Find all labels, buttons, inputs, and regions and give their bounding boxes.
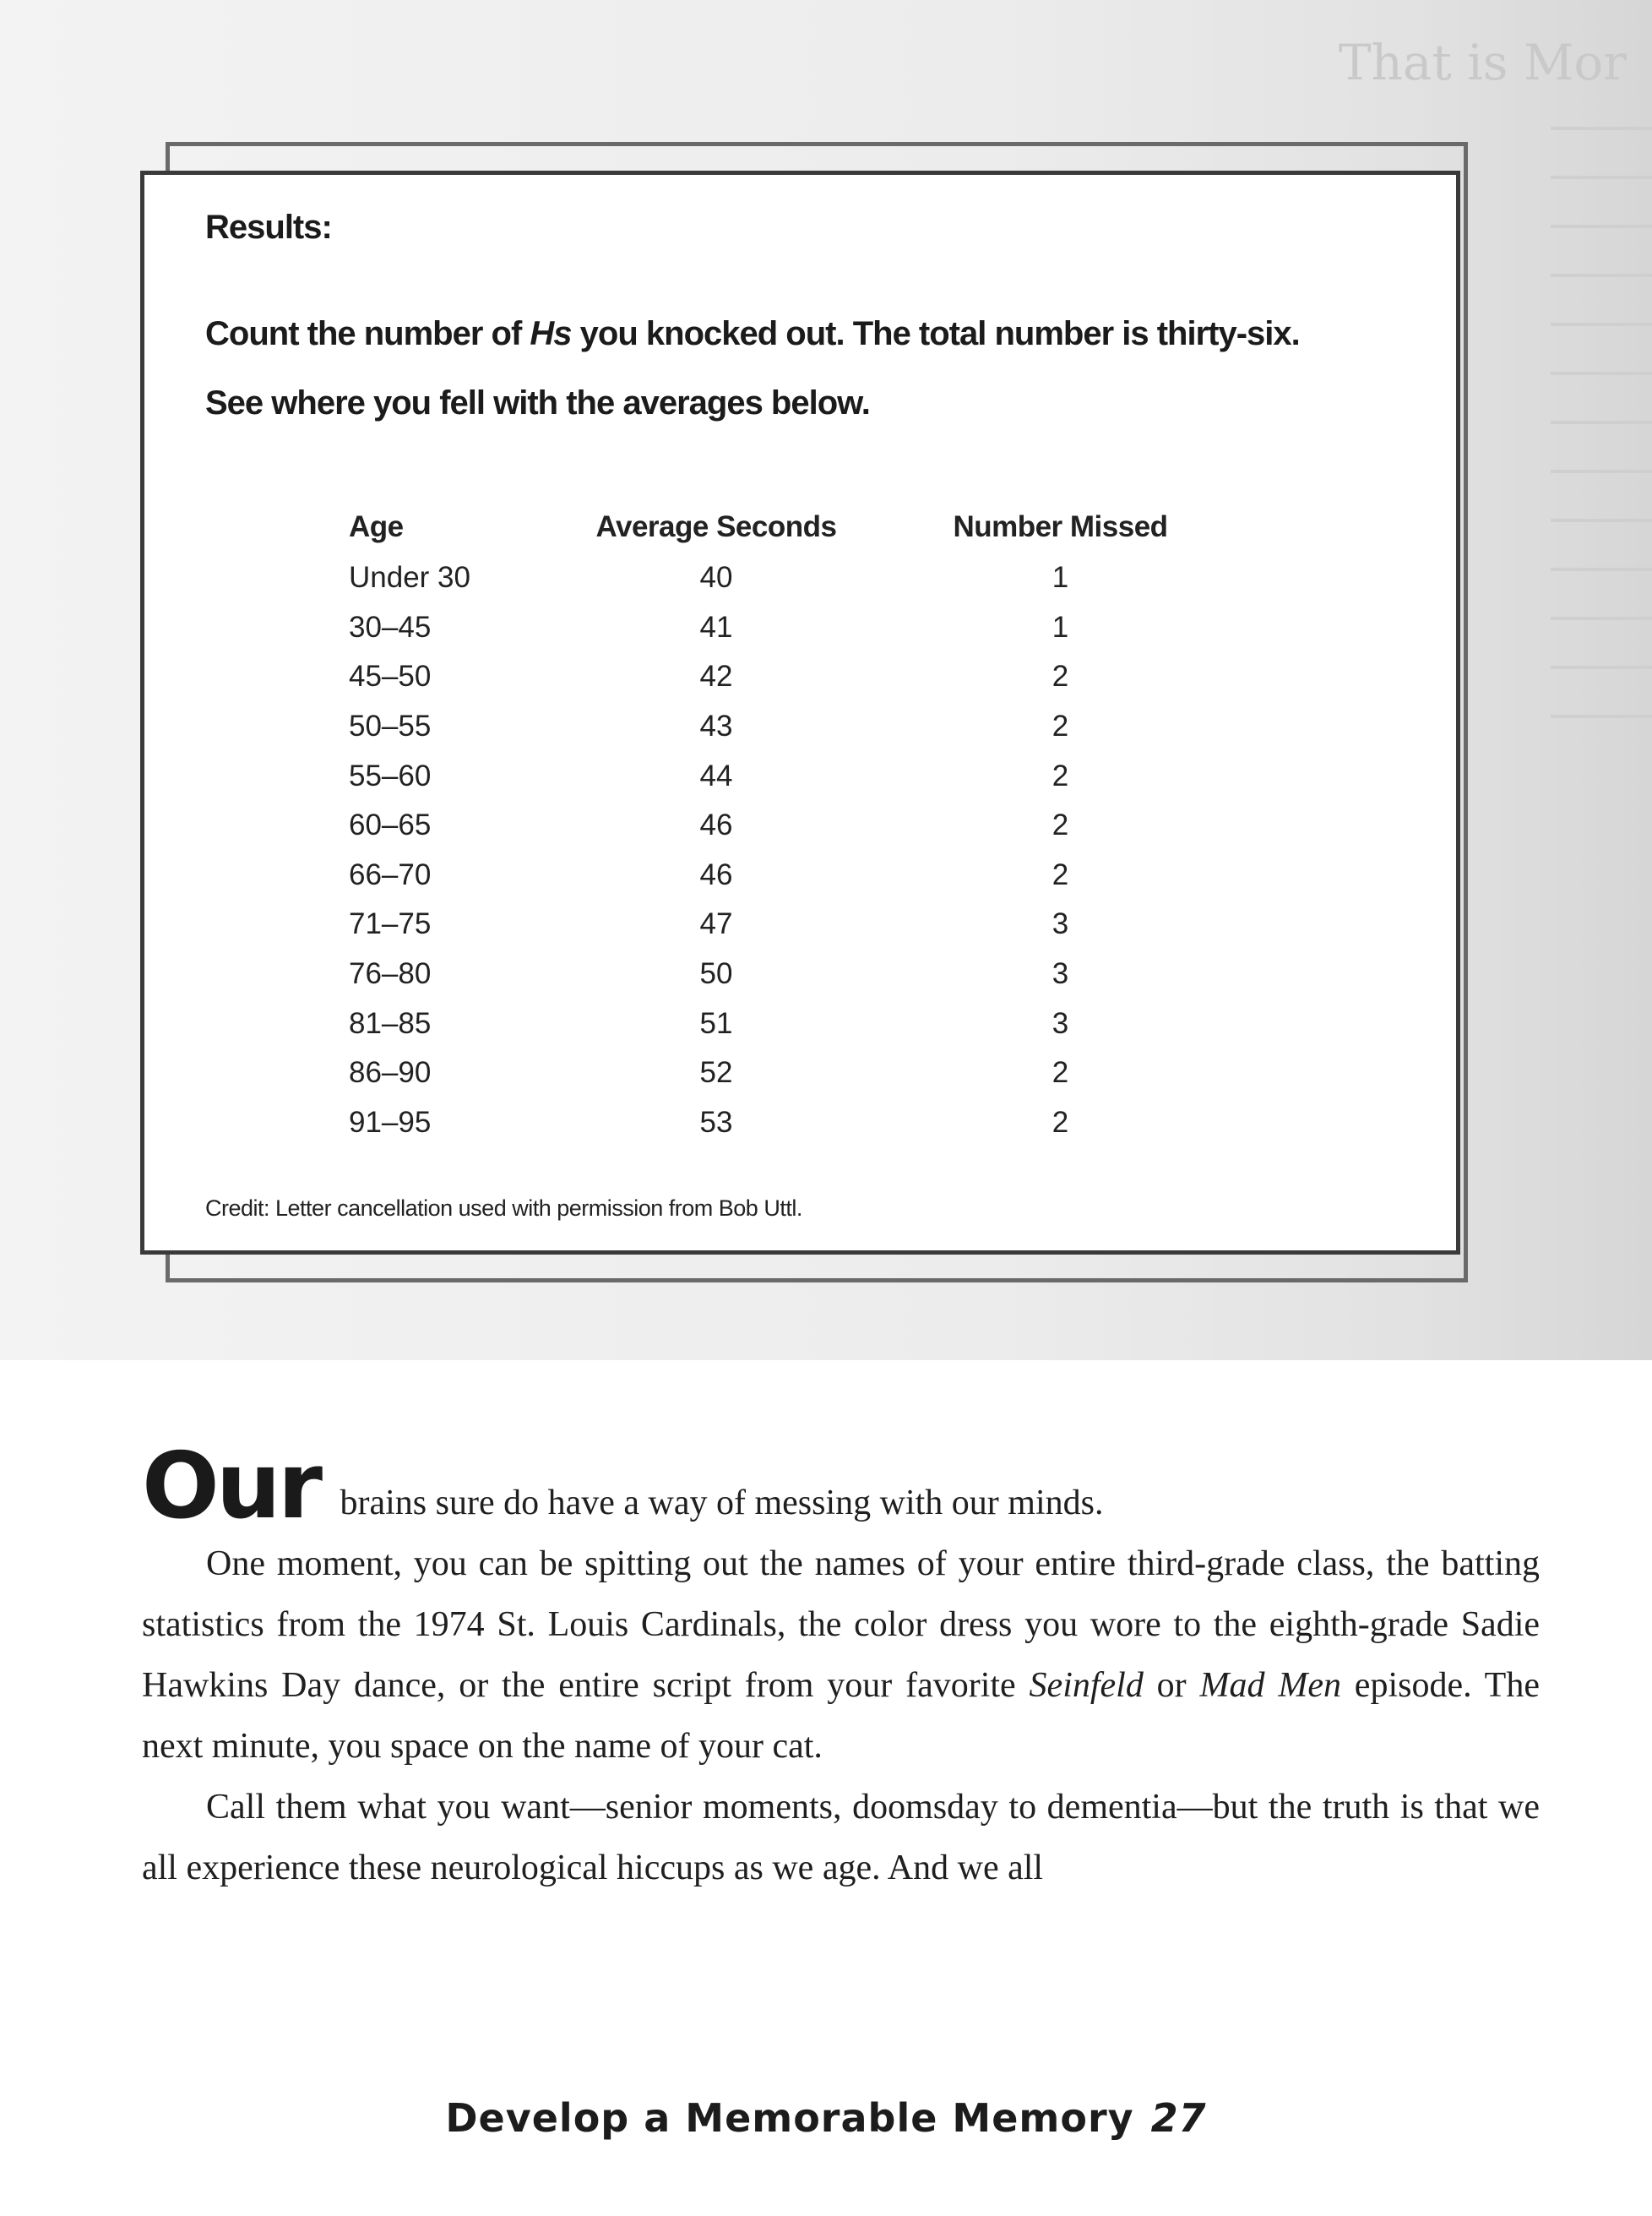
instruction-line-1 bbox=[205, 315, 1300, 353]
instruction-text: you knocked out. The total number is thirty-six. bbox=[571, 315, 1300, 352]
table-row bbox=[349, 851, 1261, 901]
seconds-cell: 52 bbox=[699, 1056, 733, 1090]
table-row bbox=[349, 1048, 1261, 1098]
show-title-seinfeld: Seinfeld bbox=[1029, 1666, 1144, 1705]
seconds-cell: 46 bbox=[699, 858, 733, 891]
table-row bbox=[349, 603, 1261, 653]
age-cell: Under 30 bbox=[349, 561, 470, 595]
drop-cap-word: Our bbox=[142, 1434, 319, 1539]
missed-cell: 1 bbox=[1052, 561, 1069, 595]
body-text bbox=[142, 1434, 1540, 1898]
table-row bbox=[349, 702, 1261, 752]
age-cell: 76–80 bbox=[349, 957, 432, 991]
column-header-age: Age bbox=[349, 510, 404, 543]
age-cell: 55–60 bbox=[349, 759, 432, 792]
table-row bbox=[349, 751, 1261, 801]
seconds-cell: 46 bbox=[699, 809, 733, 842]
paragraph-text: episode. The next minute, you space on the name of your cat. bbox=[142, 1666, 1540, 1766]
age-cell: 66–70 bbox=[349, 858, 432, 891]
instruction-text: Count the number of bbox=[205, 315, 530, 352]
missed-cell: 2 bbox=[1052, 759, 1069, 792]
missed-cell: 2 bbox=[1052, 1105, 1069, 1139]
age-cell: 86–90 bbox=[349, 1056, 432, 1090]
table-row bbox=[349, 652, 1261, 702]
missed-cell: 2 bbox=[1052, 1056, 1069, 1090]
instruction-line-2: See where you fell with the averages below. bbox=[205, 384, 870, 422]
seconds-cell: 43 bbox=[699, 710, 733, 743]
instruction-emphasis: Hs bbox=[530, 315, 572, 352]
table-row bbox=[349, 553, 1261, 603]
age-cell: 91–95 bbox=[349, 1105, 432, 1139]
missed-cell: 1 bbox=[1052, 610, 1069, 644]
column-header-seconds: Average Seconds bbox=[595, 510, 837, 543]
page-number: 27 bbox=[1150, 2095, 1207, 2141]
age-cell: 81–85 bbox=[349, 1006, 432, 1040]
table-row bbox=[349, 900, 1261, 950]
seconds-cell: 51 bbox=[699, 1006, 733, 1040]
seconds-cell: 44 bbox=[699, 759, 733, 792]
seconds-cell: 50 bbox=[699, 957, 733, 991]
table-row bbox=[349, 999, 1261, 1048]
paragraph-2 bbox=[142, 1533, 1540, 1777]
seconds-cell: 40 bbox=[699, 561, 733, 595]
seconds-cell: 53 bbox=[699, 1105, 733, 1139]
bleed-through-lines bbox=[1551, 127, 1652, 764]
age-cell: 50–55 bbox=[349, 710, 432, 743]
seconds-cell: 47 bbox=[699, 907, 733, 941]
table-header-row bbox=[349, 506, 1261, 553]
averages-table bbox=[349, 506, 1261, 1147]
bleed-through-heading: That is Mor bbox=[1338, 34, 1627, 91]
lead-paragraph bbox=[142, 1434, 1540, 1539]
missed-cell: 3 bbox=[1052, 1006, 1069, 1040]
seconds-cell: 42 bbox=[699, 660, 733, 694]
missed-cell: 2 bbox=[1052, 858, 1069, 891]
missed-cell: 3 bbox=[1052, 957, 1069, 991]
age-cell: 60–65 bbox=[349, 809, 432, 842]
seconds-cell: 41 bbox=[699, 610, 733, 644]
table-row bbox=[349, 950, 1261, 999]
missed-cell: 2 bbox=[1052, 660, 1069, 694]
running-title: Develop a Memorable Memory bbox=[445, 2095, 1134, 2141]
paragraph-text: or bbox=[1143, 1666, 1200, 1705]
missed-cell: 2 bbox=[1052, 809, 1069, 842]
age-cell: 30–45 bbox=[349, 610, 432, 644]
missed-cell: 3 bbox=[1052, 907, 1069, 941]
paragraph-3: Call them what you want—senior moments, doomsday to dementia—but the truth is that we all experience these neurological hiccups as we age. And we all bbox=[142, 1788, 1540, 1887]
table-row bbox=[349, 801, 1261, 851]
age-cell: 45–50 bbox=[349, 660, 432, 694]
page-footer bbox=[0, 2095, 1652, 2141]
credit-line: Credit: Letter cancellation used with permission from Bob Uttl. bbox=[205, 1195, 802, 1221]
results-heading: Results: bbox=[205, 209, 332, 246]
show-title-mad-men: Mad Men bbox=[1199, 1666, 1341, 1705]
missed-cell: 2 bbox=[1052, 710, 1069, 743]
age-cell: 71–75 bbox=[349, 907, 432, 941]
paragraph-text: One moment, you can be spitting out the names of your entire third-grade class, the batting statistics from the 1974 St. Louis Cardinals, the color dress you wore to the eighth-grade Sadie Hawkins Day dance, or the entire script from your favorite bbox=[142, 1544, 1540, 1705]
results-box bbox=[140, 171, 1460, 1255]
table-row bbox=[349, 1098, 1261, 1148]
column-header-missed: Number Missed bbox=[953, 510, 1168, 543]
lead-text: brains sure do have a way of messing with our minds. bbox=[330, 1484, 1104, 1522]
